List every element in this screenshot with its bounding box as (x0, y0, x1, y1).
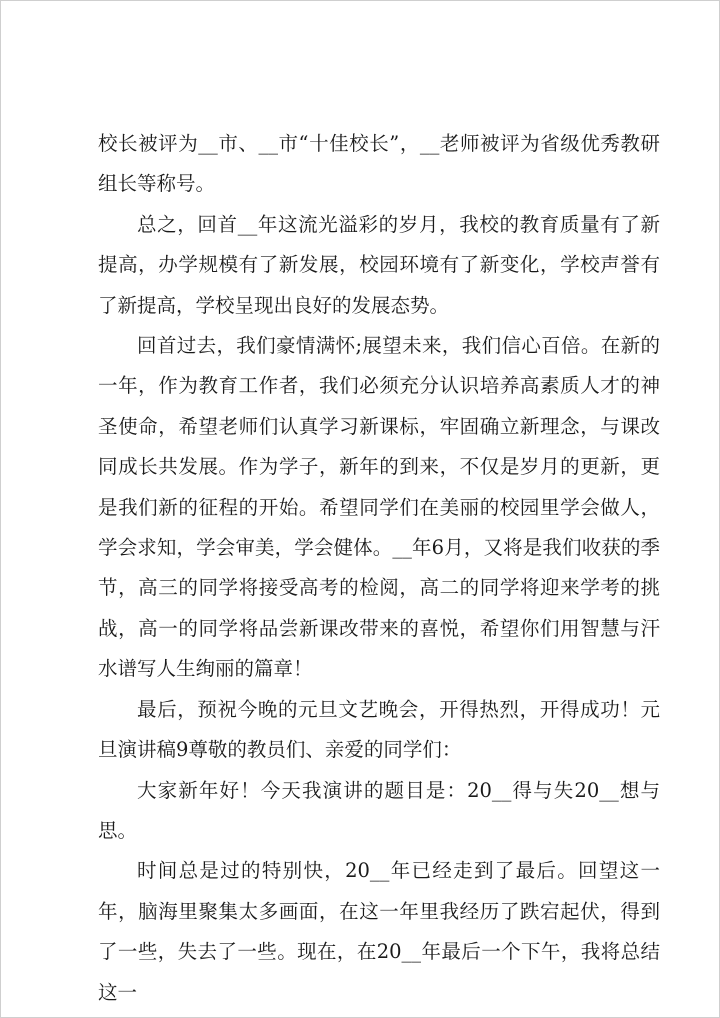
paragraph-3: 回首过去，我们豪情满怀;展望未来，我们信心百倍。在新的一年，作为教育工作者，我们必须充分认识培养高素质人才的神圣使命，希望老师们认真学习新课标，牢固确立新理念，与课改同成长共发展。作为学子，新年的到来，不仅是岁月的更新，更是我们新的征程的开始。希望同学们在美丽的校园里学会做人，学会求知，学会审美，学会健体。__年6月，又将是我们收获的季节，高三的同学将接受高考的检阅，高二的同学将迎来学考的挑战，高一的同学将品尝新课改带来的喜悦，希望你们用智慧与汗水谱写人生绚丽的篇章！ (98, 334, 660, 681)
paragraph-4: 最后，预祝今晚的元旦文艺晚会，开得热烈，开得成功！元旦演讲稿9尊敬的教员们、亲爱的同学们： (98, 697, 660, 762)
document-body (98, 124, 660, 1013)
paragraph-5: 大家新年好！今天我演讲的题目是：20__得与失20__想与思。 (98, 778, 660, 842)
paragraph-2: 总之，回首__年这流光溢彩的岁月，我校的教育质量有了新提高，办学规模有了新发展，校园环境有了新变化，学校声誉有了新提高，学校呈现出良好的发展态势。 (98, 212, 660, 317)
paragraph-1: 校长被评为__市、__市“十佳校长”，__老师被评为省级优秀教研组长等称号。 (98, 132, 660, 196)
paragraph-6: 时间总是过的特别快，20__年已经走到了最后。回望这一年，脑海里聚集太多画面，在这一年里我经历了跌宕起伏，得到了一些，失去了一些。现在，在20__年最后一个下午，我将总结这一 (98, 859, 660, 1004)
